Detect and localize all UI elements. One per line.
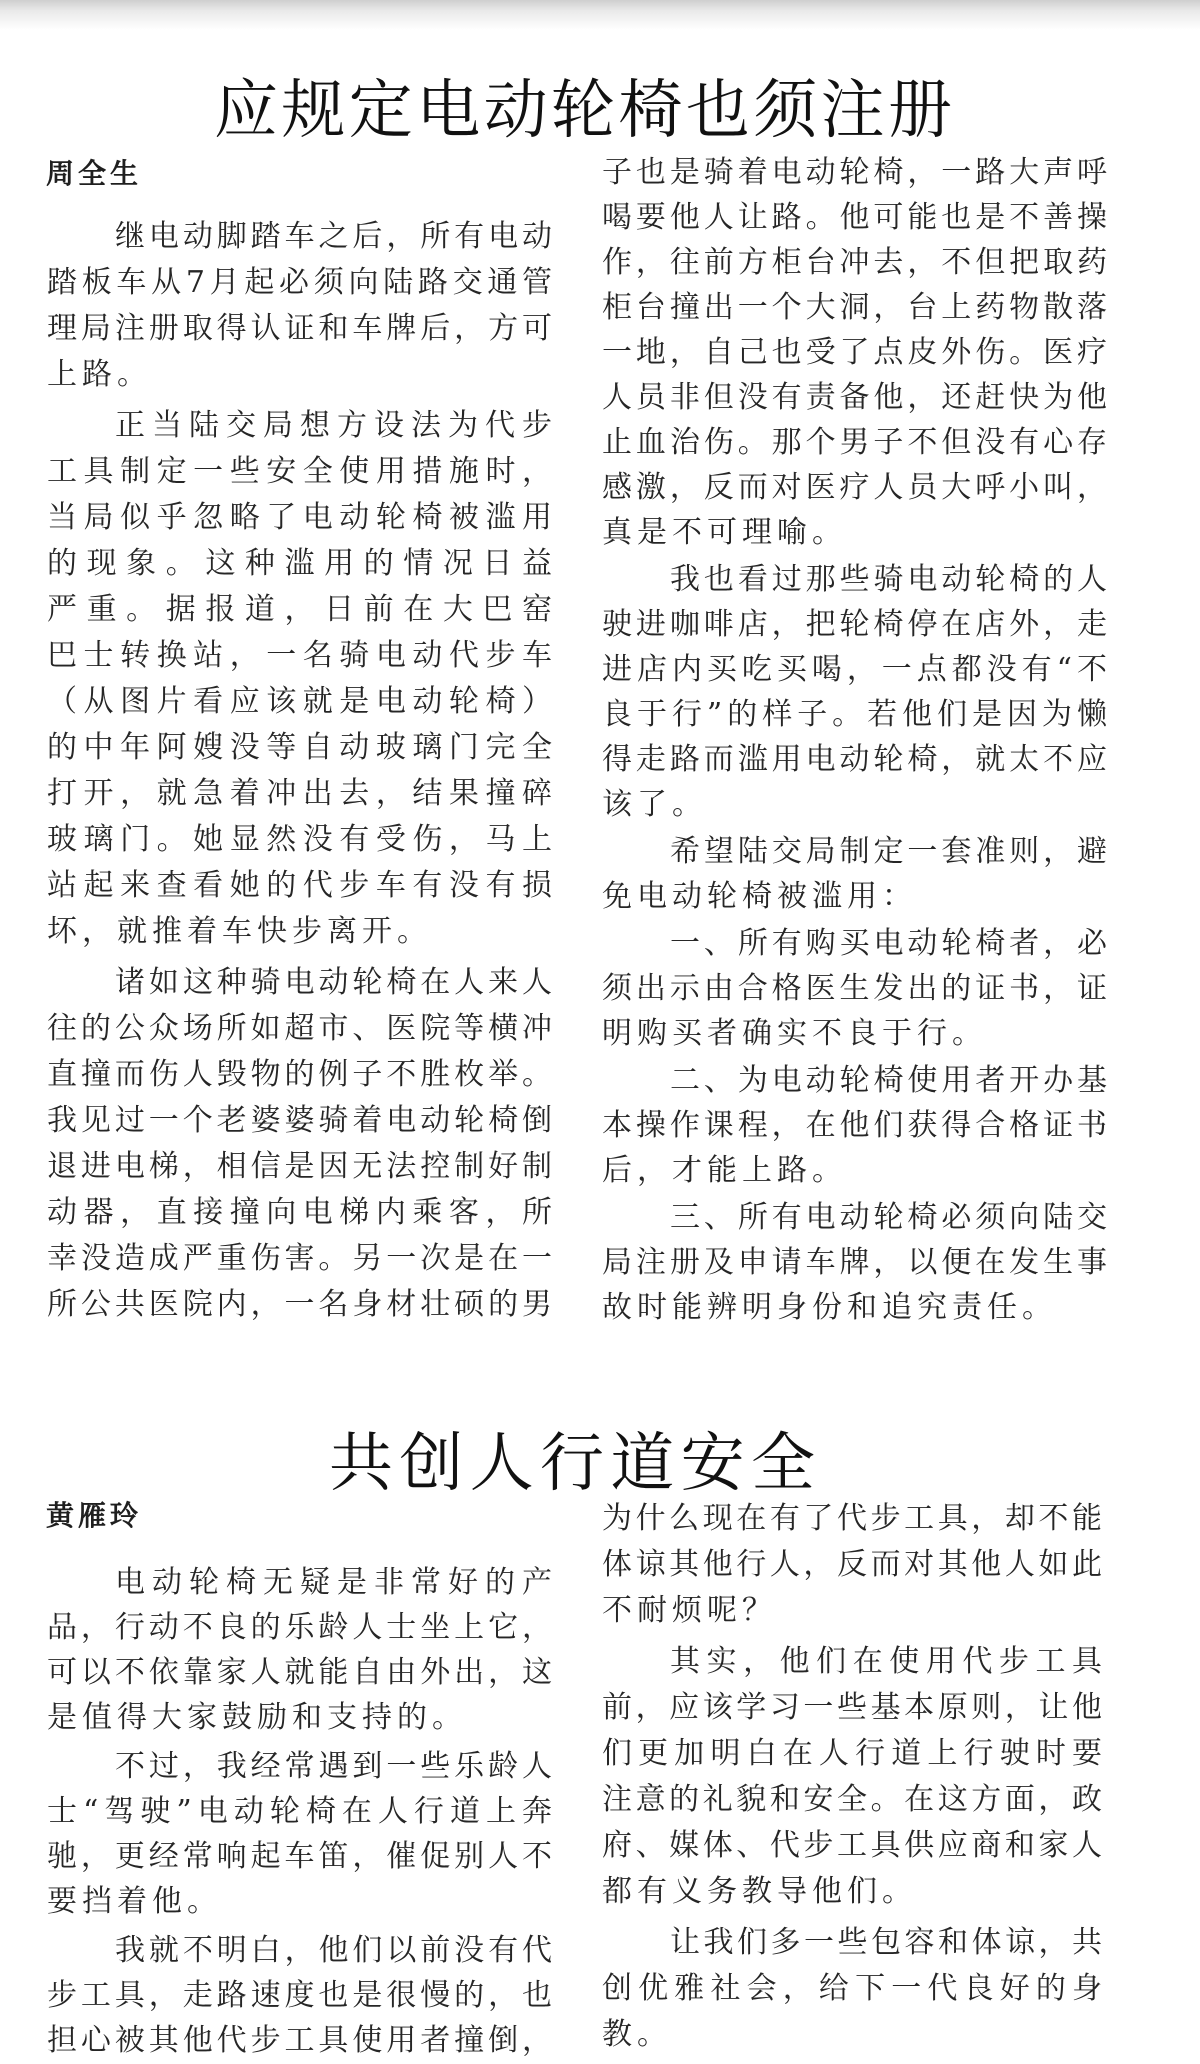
text-line: 希望陆交局制定一套准则，避	[670, 833, 1107, 869]
column-left	[47, 214, 552, 1328]
column-right	[602, 1496, 1102, 2058]
text-line: 驶进咖啡店，把轮椅停在店外，走	[602, 606, 1107, 642]
text-line: 我也看过那些骑电动轮椅的人	[670, 561, 1107, 597]
text-line: 一、所有购买电动轮椅者，必	[670, 925, 1107, 961]
text-line: 正当陆交局想方设法为代步	[115, 408, 552, 443]
text-line: 是值得大家鼓励和支持的。	[47, 1699, 467, 1735]
author-byline: 周全生	[46, 157, 143, 190]
text-line: 所公共医院内，一名身材壮硕的男	[47, 1287, 552, 1322]
text-line: 直撞而伤人毁物的例子不胜枚举。	[47, 1057, 552, 1092]
text-line: （从图片看应该就是电动轮椅）	[47, 684, 552, 719]
text-line: 理局注册取得认证和车牌后，方可	[47, 311, 552, 346]
text-line: 当局似乎忽略了电动轮椅被滥用	[47, 500, 552, 535]
text-line: 上路。	[47, 357, 152, 392]
text-line: 明购买者确实不良于行。	[602, 1015, 987, 1051]
article-title: 应规定电动轮椅也须注册	[214, 73, 952, 148]
text-line: 后，才能上路。	[602, 1152, 847, 1188]
text-line: 让我们多一些包容和体谅，共	[670, 1925, 1102, 1960]
text-line: 诸如这种骑电动轮椅在人来人	[115, 965, 552, 1000]
text-line: 前，应该学习一些基本原则，让他	[602, 1690, 1102, 1725]
text-line: 创优雅社会，给下一代良好的身	[602, 1971, 1102, 2006]
text-line: 步工具，走路速度也是很慢的，也	[47, 1977, 552, 2013]
text-line: 教。	[602, 2017, 672, 2052]
text-line: 士“驾驶”电动轮椅在人行道上奔	[47, 1793, 552, 1829]
text-line: 不耐烦呢？	[602, 1593, 777, 1628]
text-line: 要挡着他。	[47, 1883, 222, 1919]
text-line: 注意的礼貌和安全。在这方面，政	[602, 1782, 1102, 1817]
text-line: 感激，反而对医疗人员大呼小叫，	[602, 469, 1107, 505]
column-left	[47, 1560, 552, 2063]
author-byline: 黄雁玲	[46, 1499, 143, 1532]
column-right	[602, 150, 1107, 1330]
text-line: 我就不明白，他们以前没有代	[115, 1932, 552, 1968]
top-edge-shadow	[0, 0, 1200, 30]
text-line: 二、为电动轮椅使用者开办基	[670, 1062, 1107, 1098]
text-line: 一地，自己也受了点皮外伤。医疗	[602, 334, 1107, 370]
text-line: 不过，我经常遇到一些乐龄人	[115, 1748, 552, 1784]
text-line: 须出示由合格医生发出的证书，证	[602, 970, 1107, 1006]
text-line: 止血治伤。那个男子不但没有心存	[602, 424, 1107, 460]
text-line: 喝要他人让路。他可能也是不善操	[602, 199, 1107, 235]
text-line: 府、媒体、代步工具供应商和家人	[602, 1828, 1102, 1863]
text-line: 品，行动不良的乐龄人士坐上它，	[47, 1609, 552, 1645]
text-line: 为什么现在有了代步工具，却不能	[602, 1501, 1102, 1536]
text-line: 该了。	[602, 786, 707, 822]
text-line: 故时能辨明身份和追究责任。	[602, 1289, 1057, 1325]
text-line: 人员非但没有责备他，还赶快为他	[602, 379, 1107, 415]
text-line: 都有义务教导他们。	[602, 1874, 917, 1909]
text-line: 站起来查看她的代步车有没有损	[47, 868, 552, 903]
text-line: 退进电梯，相信是因无法控制好制	[47, 1149, 552, 1184]
text-line: 其实，他们在使用代步工具	[670, 1644, 1102, 1679]
text-line: 巴士转换站，一名骑电动代步车	[47, 638, 552, 673]
text-line: 柜台撞出一个大洞，台上药物散落	[602, 289, 1107, 325]
text-line: 打开，就急着冲出去，结果撞碎	[47, 776, 552, 811]
text-line: 本操作课程，在他们获得合格证书	[602, 1107, 1107, 1143]
text-line: 电动轮椅无疑是非常好的产	[115, 1564, 552, 1600]
text-line: 真是不可理喻。	[602, 514, 847, 550]
text-line: 免电动轮椅被滥用：	[602, 878, 917, 914]
text-line: 我见过一个老婆婆骑着电动轮椅倒	[47, 1103, 552, 1138]
article-title: 共创人行道安全	[329, 1426, 815, 1501]
text-line: 驰，更经常响起车笛，催促别人不	[47, 1838, 552, 1874]
text-line: 玻璃门。她显然没有受伤，马上	[47, 822, 552, 857]
text-line: 的中年阿嫂没等自动玻璃门完全	[47, 730, 552, 765]
text-line: 严重。据报道，日前在大巴窑	[47, 592, 552, 627]
text-line: 的现象。这种滥用的情况日益	[47, 546, 552, 581]
text-line: 担心被其他代步工具使用者撞倒，	[47, 2022, 552, 2058]
text-line: 子也是骑着电动轮椅，一路大声呼	[602, 154, 1107, 190]
text-line: 良于行”的样子。若他们是因为懒	[602, 696, 1107, 732]
text-line: 往的公众场所如超市、医院等横冲	[47, 1011, 552, 1046]
text-line: 工具制定一些安全使用措施时，	[47, 454, 552, 489]
text-line: 作，往前方柜台冲去，不但把取药	[602, 244, 1107, 280]
text-line: 局注册及申请车牌，以便在发生事	[602, 1244, 1107, 1280]
text-line: 们更加明白在人行道上行驶时要	[602, 1736, 1102, 1771]
text-line: 得走路而滥用电动轮椅，就太不应	[602, 741, 1107, 777]
text-line: 体谅其他行人，反而对其他人如此	[602, 1547, 1102, 1582]
text-line: 进店内买吃买喝，一点都没有“不	[602, 651, 1107, 687]
text-line: 踏板车从7月起必须向陆路交通管	[47, 265, 552, 300]
text-line: 动器，直接撞向电梯内乘客，所	[47, 1195, 552, 1230]
text-line: 三、所有电动轮椅必须向陆交	[670, 1199, 1107, 1235]
text-line: 可以不依靠家人就能自由外出，这	[47, 1654, 552, 1690]
text-line: 继电动脚踏车之后，所有电动	[115, 219, 552, 254]
text-line: 坏，就推着车快步离开。	[47, 914, 432, 949]
text-line: 幸没造成严重伤害。另一次是在一	[47, 1241, 552, 1276]
